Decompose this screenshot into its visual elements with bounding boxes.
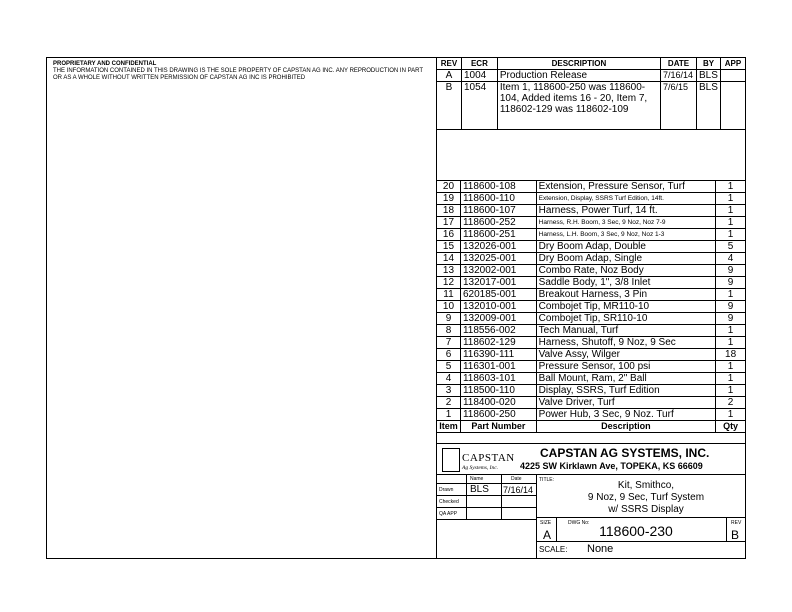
- bom-row: [437, 337, 746, 349]
- bom-item-number: 20: [437, 181, 461, 193]
- checked-label: Checked: [439, 499, 459, 505]
- revision-header-row: [437, 58, 746, 70]
- revision-by: BLS: [697, 82, 721, 130]
- bom-item-number: 19: [437, 193, 461, 205]
- description-header: Description: [536, 421, 715, 433]
- revision-table: [436, 57, 746, 130]
- revision-row: [437, 70, 746, 82]
- revision-description: Production Release: [497, 70, 660, 82]
- logo-emblem: [442, 448, 460, 472]
- item-header: Item: [437, 421, 461, 433]
- bom-qty: 1: [716, 325, 746, 337]
- scale-label: SCALE:: [539, 545, 568, 554]
- bom-part-number: 118600-107: [460, 205, 536, 217]
- bom-description: Harness, Shutoff, 9 Noz, 9 Sec: [536, 337, 715, 349]
- logo-subtitle: Ag Systems, Inc.: [462, 465, 499, 471]
- bom-description: Harness, R.H. Boom, 3 Sec, 9 Noz, Noz 7-9: [536, 217, 715, 229]
- bom-qty: 9: [716, 277, 746, 289]
- company-address: 4225 SW Kirklawn Ave, TOPEKA, KS 66609: [520, 461, 703, 471]
- drawn-label: Drawn: [439, 487, 454, 493]
- bom-description: Combojet Tip, MR110-10: [536, 301, 715, 313]
- revision-by: BLS: [697, 70, 721, 82]
- bom-row: [437, 373, 746, 385]
- bom-row: [437, 385, 746, 397]
- rev-label: REV: [731, 520, 742, 526]
- bom-part-number: 118600-110: [460, 193, 536, 205]
- bom-row: [437, 265, 746, 277]
- bom-item-number: 12: [437, 277, 461, 289]
- scale-row-line: [536, 541, 746, 542]
- bom-qty: 18: [716, 349, 746, 361]
- size-row-line: [536, 517, 746, 518]
- bom-qty: 1: [716, 361, 746, 373]
- date-header: DATE: [661, 58, 697, 70]
- bom-row: [437, 193, 746, 205]
- revision-app: [721, 70, 746, 82]
- bom-row: [437, 325, 746, 337]
- bom-description: Combo Rate, Noz Body: [536, 265, 715, 277]
- bom-qty: 9: [716, 301, 746, 313]
- title-line: w/ SSRS Display: [608, 504, 684, 515]
- bom-description: Dry Boom Adap, Double: [536, 241, 715, 253]
- bom-item-number: 5: [437, 361, 461, 373]
- drawing-number: 118600-230: [599, 523, 673, 539]
- approval-row-line: [436, 495, 536, 496]
- bom-row: [437, 301, 746, 313]
- bom-item-number: 18: [437, 205, 461, 217]
- proprietary-heading: PROPRIETARY AND CONFIDENTIAL: [53, 61, 157, 67]
- bom-part-number: 132010-001: [460, 301, 536, 313]
- bom-row: [437, 289, 746, 301]
- proprietary-body: THE INFORMATION CONTAINED IN THIS DRAWING IS THE SOLE PROPERTY OF CAPSTAN AG INC. ANY REPRODUCTION IN PART OR AS A WHOLE WITHOUT WRITTEN PERMISSION OF CAPSTAN AG INC IS PROHIBITED: [53, 68, 423, 81]
- title-label: TITLE:: [539, 477, 555, 483]
- name-label: Name: [470, 476, 484, 482]
- bom-row: [437, 361, 746, 373]
- title-block-divider: [436, 474, 746, 475]
- bom-description: Ball Mount, Ram, 2" Ball: [536, 373, 715, 385]
- bom-row: [437, 241, 746, 253]
- bom-description: Harness, L.H. Boom, 3 Sec, 9 Noz, Noz 1-3: [536, 229, 715, 241]
- bom-qty: 1: [716, 385, 746, 397]
- bom-row: [437, 181, 746, 193]
- revision-date: 7/6/15: [661, 82, 697, 130]
- sheet-size: A: [543, 528, 552, 542]
- bom-item-number: 3: [437, 385, 461, 397]
- bom-row: [437, 397, 746, 409]
- logo-name: CAPSTAN: [462, 452, 515, 464]
- bom-qty: 9: [716, 313, 746, 325]
- bom-item-number: 4: [437, 373, 461, 385]
- by-header: BY: [697, 58, 721, 70]
- bom-item-number: 7: [437, 337, 461, 349]
- bom-item-number: 17: [437, 217, 461, 229]
- bom-item-number: 6: [437, 349, 461, 361]
- bom-description: Pressure Sensor, 100 psi: [536, 361, 715, 373]
- bom-item-number: 14: [437, 253, 461, 265]
- bom-qty: 1: [716, 205, 746, 217]
- bom-part-number: 118500-110: [460, 385, 536, 397]
- bom-item-number: 15: [437, 241, 461, 253]
- scale-value: None: [587, 543, 614, 555]
- bom-qty: 1: [716, 337, 746, 349]
- bom-description: Saddle Body, 1", 3/8 Inlet: [536, 277, 715, 289]
- bom-part-number: 116301-001: [460, 361, 536, 373]
- bom-part-number: 118600-108: [460, 181, 536, 193]
- revision-row: [437, 82, 746, 130]
- title-line: Kit, Smithco,: [617, 480, 675, 491]
- revision-app: [721, 82, 746, 130]
- bom-description: Valve Driver, Turf: [536, 397, 715, 409]
- bom-description: Harness, Power Turf, 14 ft.: [536, 205, 715, 217]
- bom-row: [437, 205, 746, 217]
- qa-app-label: QA APP: [439, 511, 458, 517]
- bom-qty: 1: [716, 409, 746, 421]
- approval-row-line: [436, 507, 536, 508]
- description-header: DESCRIPTION: [497, 58, 660, 70]
- bom-part-number: 118600-252: [460, 217, 536, 229]
- bom-row: [437, 409, 746, 421]
- bom-item-number: 8: [437, 325, 461, 337]
- revision-rev: A: [437, 70, 462, 82]
- bom-description: Breakout Harness, 3 Pin: [536, 289, 715, 301]
- bom-qty: 1: [716, 217, 746, 229]
- bom-qty: 2: [716, 397, 746, 409]
- part-number-header: Part Number: [460, 421, 536, 433]
- bom-qty: 5: [716, 241, 746, 253]
- bom-qty: 1: [716, 181, 746, 193]
- bom-row: [437, 277, 746, 289]
- bom-part-number: 132026-001: [460, 241, 536, 253]
- bom-row: [437, 349, 746, 361]
- drawing-title: [548, 480, 744, 516]
- revision-date: 7/16/14: [661, 70, 697, 82]
- revision-ecr: 1004: [461, 70, 497, 82]
- date-label: Date: [511, 476, 522, 482]
- revision-description: Item 1, 118600-250 was 118600-104, Added items 16 - 20, Item 7, 118602-129 was 118602-109: [497, 82, 660, 130]
- bom-row: [437, 313, 746, 325]
- company-name: CAPSTAN AG SYSTEMS, INC.: [540, 446, 710, 460]
- bom-part-number: 118400-020: [460, 397, 536, 409]
- bom-qty: 1: [716, 193, 746, 205]
- title-block-top-border: [436, 443, 746, 444]
- bom-row: [437, 217, 746, 229]
- bom-part-number: 118600-251: [460, 229, 536, 241]
- bom-description: Display, SSRS, Turf Edition: [536, 385, 715, 397]
- bom-description: Dry Boom Adap, Single: [536, 253, 715, 265]
- app-header: APP: [721, 58, 746, 70]
- title-line: 9 Noz, 9 Sec, Turf System: [587, 492, 705, 503]
- bom-part-number: 620185-001: [460, 289, 536, 301]
- bom-part-number: 132025-001: [460, 253, 536, 265]
- revision-letter: B: [731, 528, 740, 542]
- bom-qty: 1: [716, 373, 746, 385]
- approval-row-line: [436, 519, 536, 520]
- ecr-header: ECR: [461, 58, 497, 70]
- qty-header: Qty: [716, 421, 746, 433]
- dwg-no-label: DWG No:: [568, 520, 590, 526]
- bom-item-number: 16: [437, 229, 461, 241]
- bom-qty: 1: [716, 229, 746, 241]
- proprietary-notice: [53, 61, 423, 82]
- size-label: SIZE: [540, 520, 552, 526]
- bom-item-number: 1: [437, 409, 461, 421]
- bom-item-number: 2: [437, 397, 461, 409]
- bom-qty: 1: [716, 289, 746, 301]
- company-logo: [440, 446, 516, 474]
- drawn-date: 7/16/14: [503, 485, 534, 495]
- bom-part-number: 118602-129: [460, 337, 536, 349]
- bom-item-number: 11: [437, 289, 461, 301]
- bom-part-number: 132002-001: [460, 265, 536, 277]
- bom-item-number: 10: [437, 301, 461, 313]
- bom-part-number: 132017-001: [460, 277, 536, 289]
- bom-header-row: [437, 421, 746, 433]
- rev-divider: [726, 517, 727, 541]
- bom-item-number: 9: [437, 313, 461, 325]
- bom-part-number: 118603-101: [460, 373, 536, 385]
- bom-item-number: 13: [437, 265, 461, 277]
- bom-description: Extension, Display, SSRS Turf Edition, 14ft.: [536, 193, 715, 205]
- drawn-by: BLS: [470, 484, 489, 495]
- bom-part-number: 118600-250: [460, 409, 536, 421]
- bom-qty: 4: [716, 253, 746, 265]
- bom-row: [437, 229, 746, 241]
- rev-header: REV: [437, 58, 462, 70]
- approval-column-line: [466, 474, 467, 519]
- bom-description: Extension, Pressure Sensor, Turf: [536, 181, 715, 193]
- bom-part-number: 116390-111: [460, 349, 536, 361]
- revision-rev: B: [437, 82, 462, 130]
- bom-description: Power Hub, 3 Sec, 9 Noz. Turf: [536, 409, 715, 421]
- bom-qty: 9: [716, 265, 746, 277]
- approval-column-line: [501, 474, 502, 519]
- bom-part-number: 118556-002: [460, 325, 536, 337]
- bom-part-number: 132009-001: [460, 313, 536, 325]
- bom-description: Tech Manual, Turf: [536, 325, 715, 337]
- bom-description: Combojet Tip, SR110-10: [536, 313, 715, 325]
- revision-ecr: 1054: [461, 82, 497, 130]
- bom-row: [437, 253, 746, 265]
- bom-description: Valve Assy, Wilger: [536, 349, 715, 361]
- bill-of-materials: [436, 180, 746, 433]
